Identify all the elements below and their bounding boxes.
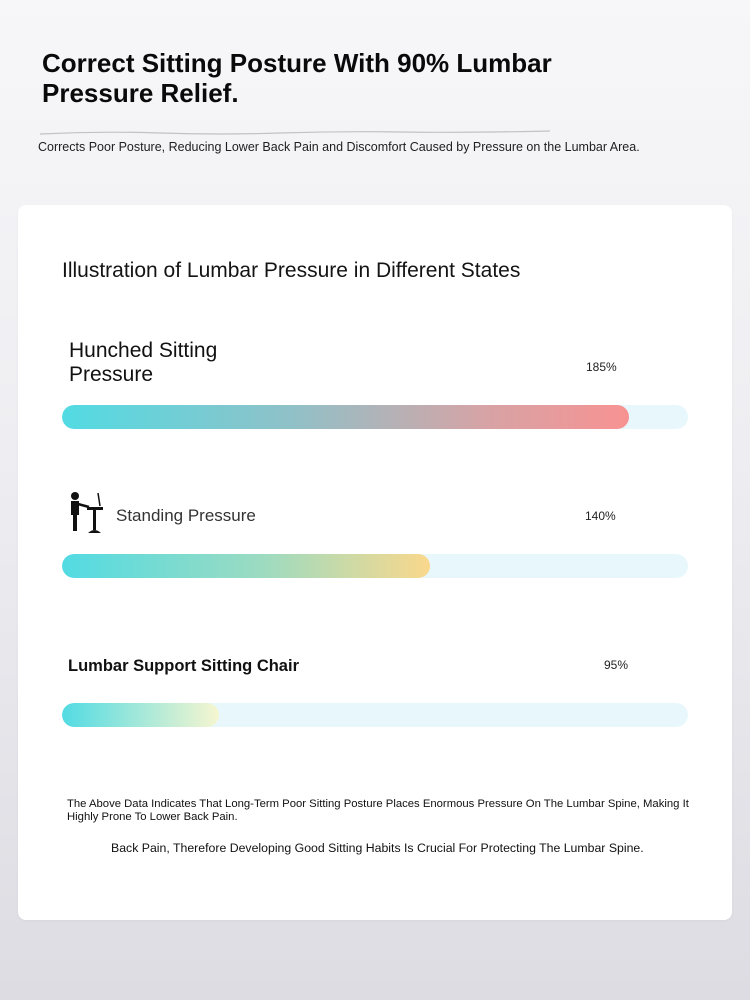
- bar-label-lumbar-support: Lumbar Support Sitting Chair: [68, 657, 299, 675]
- bar-label-hunched: Hunched Sitting Pressure: [69, 339, 218, 386]
- bar-value-standing: 140%: [585, 509, 616, 523]
- bar-lumbar-support: [62, 703, 219, 727]
- bar-standing: [62, 554, 430, 578]
- chart-title: Illustration of Lumbar Pressure in Different States: [62, 259, 521, 282]
- bar-value-hunched: 185%: [586, 360, 617, 374]
- bar-track-hunched: [62, 405, 688, 429]
- pressure-chart-card: [18, 205, 732, 920]
- chart-note-primary: The Above Data Indicates That Long-Term Poor Sitting Posture Places Enormous Pressure On The Lumbar Spine, Making It Highly Prone To Lower Back Pain.: [67, 798, 689, 823]
- chart-note-secondary: Back Pain, Therefore Developing Good Sitting Habits Is Crucial For Protecting The Lumbar Spine.: [111, 841, 644, 855]
- bar-track-lumbar-support: [62, 703, 688, 727]
- bar-hunched: [62, 405, 629, 429]
- bar-label-standing: Standing Pressure: [116, 506, 256, 525]
- page-headline: Correct Sitting Posture With 90% Lumbar Pressure Relief.: [42, 48, 552, 108]
- subline-decoration: [40, 130, 550, 136]
- page-subline: Corrects Poor Posture, Reducing Lower Back Pain and Discomfort Caused by Pressure on the Lumbar Area.: [38, 140, 640, 154]
- bar-value-lumbar-support: 95%: [604, 658, 629, 672]
- person-at-standing-desk-icon: [69, 491, 109, 535]
- bar-track-standing: [62, 554, 688, 578]
